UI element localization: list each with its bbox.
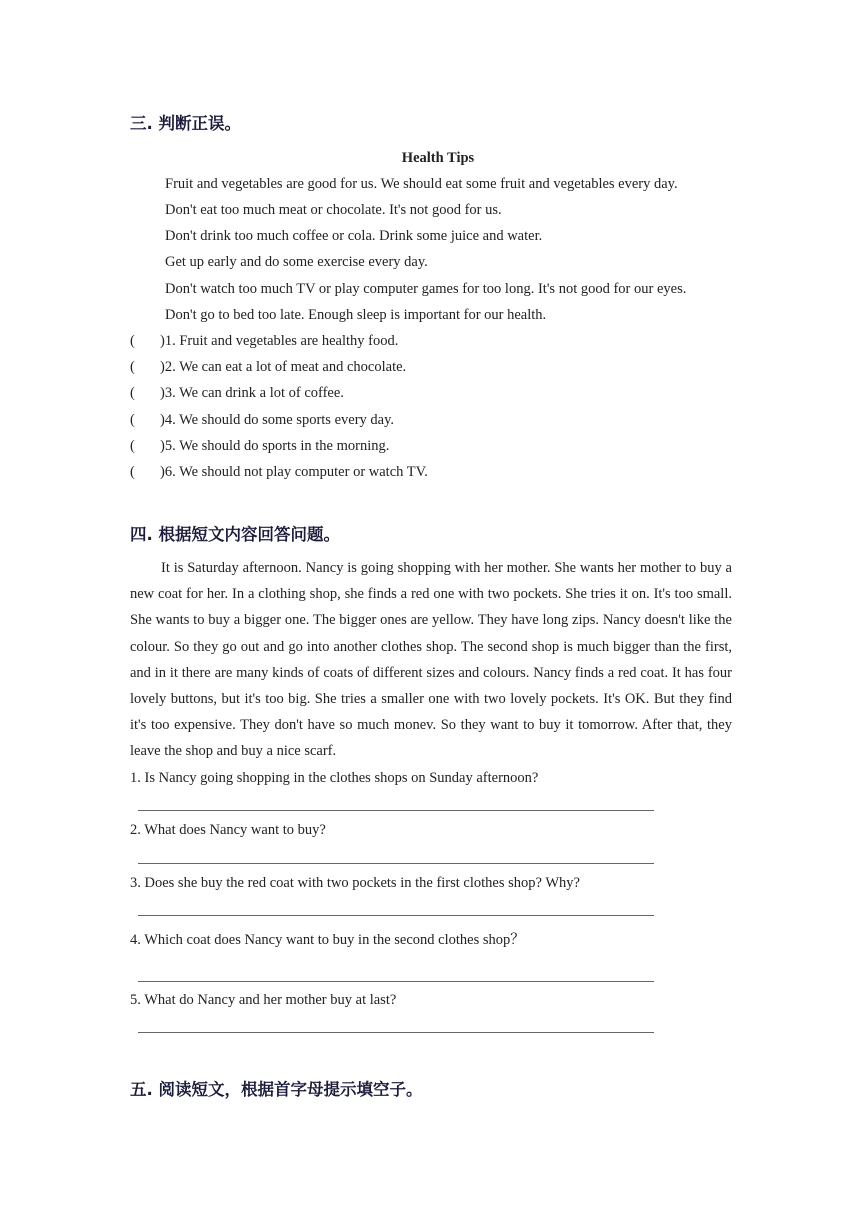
answer-blank[interactable]: ( [130, 464, 135, 480]
answer-blank[interactable]: ( [130, 438, 135, 454]
statement-text: )1. Fruit and vegetables are healthy food. [160, 333, 399, 349]
true-false-item [130, 384, 344, 402]
section-3-heading: 三. 判断正误。 [130, 114, 242, 133]
answer-line-2[interactable] [138, 863, 654, 864]
question-2: 2. What does Nancy want to buy? [130, 822, 326, 838]
section-4-heading: 四. 根据短文内容回答问题。 [130, 525, 341, 544]
answer-blank[interactable]: ( [130, 385, 135, 401]
passage-title: Health Tips [401, 150, 475, 166]
statement-text: )2. We can eat a lot of meat and chocolate. [160, 359, 407, 375]
question-3: 3. Does she buy the red coat with two pockets in the first clothes shop? Why? [130, 875, 580, 891]
answer-line-4[interactable] [138, 981, 654, 982]
section-5-heading: 五. 阅读短文，根据首字母提示填空子。 [130, 1080, 423, 1099]
answer-blank[interactable]: ( [130, 333, 135, 349]
true-false-item [130, 463, 428, 481]
tip-line: Don't drink too much coffee or cola. Drink some juice and water. [165, 228, 543, 244]
question-1: 1. Is Nancy going shopping in the clothes shops on Sunday afternoon? [130, 770, 539, 786]
answer-line-1[interactable] [138, 810, 654, 811]
tip-line: Don't watch too much TV or play computer games for too long. It's not good for our eyes. [165, 281, 687, 297]
true-false-item [130, 332, 398, 350]
answer-line-3[interactable] [138, 915, 654, 916]
tip-line: Get up early and do some exercise every day. [165, 254, 428, 270]
question-5: 5. What do Nancy and her mother buy at last? [130, 992, 397, 1008]
statement-text: )5. We should do sports in the morning. [160, 438, 390, 454]
tip-line: Don't eat too much meat or chocolate. It's not good for us. [165, 202, 502, 218]
answer-blank[interactable]: ( [130, 412, 135, 428]
true-false-item [130, 358, 406, 376]
question-4: 4. Which coat does Nancy want to buy in the second clothes shop？ [130, 932, 525, 948]
statement-text: )3. We can drink a lot of coffee. [160, 385, 344, 401]
tip-line: Don't go to bed too late. Enough sleep is important for our health. [165, 307, 547, 323]
answer-blank[interactable]: ( [130, 359, 135, 375]
tip-line: Fruit and vegetables are good for us. We should eat some fruit and vegetables every day. [165, 176, 678, 192]
statement-text: )4. We should do some sports every day. [160, 412, 395, 428]
answer-line-5[interactable] [138, 1032, 654, 1033]
reading-passage: It is Saturday afternoon. Nancy is going shopping with her mother. She wants her mother to buy a new coat for her. In a clothing shop, she finds a red one with two pockets. She tries it on. It's too small. She wants to buy a bigger one. The bigger ones are yellow. They have long zips. Nancy doesn't like the colour. So they go out and go into another clothes shop. The second shop is much bigger than the first, and in it there are many kinds of coats of different sizes and colours. Nancy finds a red coat. It has four lovely buttons, but it's too big. She tries a smaller one with two lovely pockets. It's OK. But they find it's too expensive. They don't have so much monev. So they want to buy it tomorrow. After that, they leave the shop and buy a nice scarf. [130, 560, 732, 760]
true-false-item [130, 411, 394, 429]
true-false-item [130, 437, 389, 455]
statement-text: )6. We should not play computer or watch TV. [160, 464, 428, 480]
